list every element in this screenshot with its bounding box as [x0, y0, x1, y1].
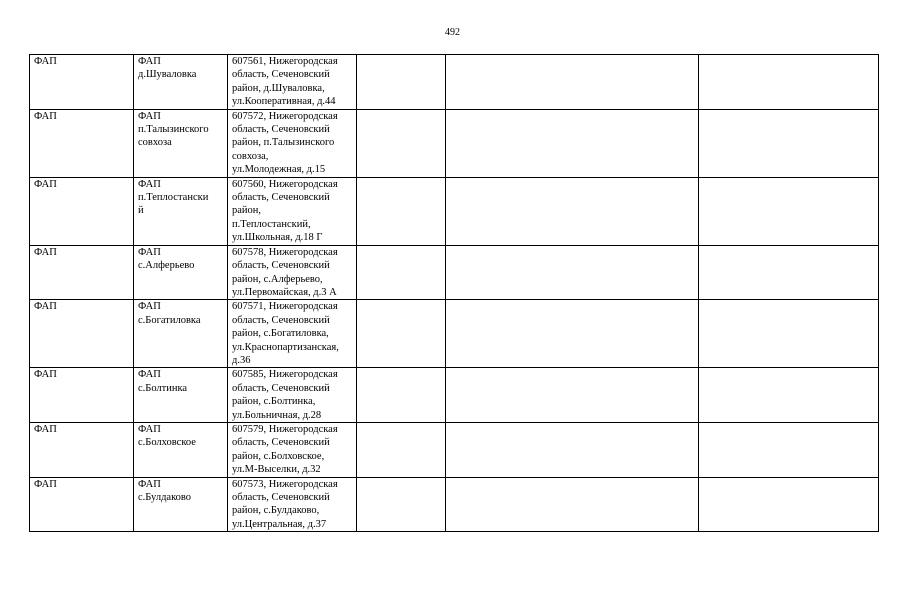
facility-name-cell: ФАП с.Болтинка: [134, 368, 228, 423]
facility-type-cell: ФАП: [30, 55, 134, 110]
page-number: 492: [445, 27, 460, 38]
table-row: [30, 368, 879, 423]
empty-cell-6: [699, 477, 879, 532]
empty-cell-6: [699, 245, 879, 300]
empty-cell-5: [446, 368, 699, 423]
facility-name-cell: ФАП п.Талызинского совхоза: [134, 109, 228, 177]
empty-cell-5: [446, 477, 699, 532]
table-row: [30, 177, 879, 245]
empty-cell-4: [357, 109, 446, 177]
table-row: [30, 109, 879, 177]
empty-cell-4: [357, 245, 446, 300]
empty-cell-6: [699, 109, 879, 177]
empty-cell-6: [699, 177, 879, 245]
facility-name-cell: ФАП с.Алферьево: [134, 245, 228, 300]
empty-cell-6: [699, 422, 879, 477]
facility-address-cell: 607579, Нижегородская область, Сеченовский район, с.Болховское, ул.М-Выселки, д.32: [228, 422, 357, 477]
facility-address-cell: 607585, Нижегородская область, Сеченовский район, с.Болтинка, ул.Больничная, д.28: [228, 368, 357, 423]
empty-cell-5: [446, 245, 699, 300]
table-row: [30, 245, 879, 300]
empty-cell-4: [357, 55, 446, 110]
empty-cell-4: [357, 300, 446, 368]
empty-cell-5: [446, 109, 699, 177]
empty-cell-6: [699, 300, 879, 368]
empty-cell-6: [699, 55, 879, 110]
empty-cell-5: [446, 422, 699, 477]
empty-cell-5: [446, 177, 699, 245]
table-row: [30, 55, 879, 110]
facility-type-cell: ФАП: [30, 368, 134, 423]
facility-table: [29, 54, 879, 532]
empty-cell-4: [357, 477, 446, 532]
facility-address-cell: 607561, Нижегородская область, Сеченовский район, д.Шуваловка, ул.Кооперативная, д.44: [228, 55, 357, 110]
facility-name-cell: ФАП с.Болховское: [134, 422, 228, 477]
empty-cell-4: [357, 368, 446, 423]
empty-cell-4: [357, 177, 446, 245]
facility-type-cell: ФАП: [30, 422, 134, 477]
table-row: [30, 477, 879, 532]
facility-type-cell: ФАП: [30, 177, 134, 245]
empty-cell-6: [699, 368, 879, 423]
facility-name-cell: ФАП д.Шуваловка: [134, 55, 228, 110]
facility-address-cell: 607573, Нижегородская область, Сеченовский район, с.Булдаково, ул.Центральная, д.37: [228, 477, 357, 532]
facility-type-cell: ФАП: [30, 477, 134, 532]
facility-type-cell: ФАП: [30, 109, 134, 177]
facility-address-cell: 607571, Нижегородская область, Сеченовский район, с.Богатиловка, ул.Краснопартизанская, д.36: [228, 300, 357, 368]
facility-name-cell: ФАП с.Богатиловка: [134, 300, 228, 368]
empty-cell-5: [446, 55, 699, 110]
table-row: [30, 300, 879, 368]
facility-address-cell: 607572, Нижегородская область, Сеченовский район, п.Талызинского совхоза, ул.Молодежная, д.15: [228, 109, 357, 177]
empty-cell-5: [446, 300, 699, 368]
table-row: [30, 422, 879, 477]
facility-name-cell: ФАП с.Булдаково: [134, 477, 228, 532]
facility-address-cell: 607578, Нижегородская область, Сеченовский район, с.Алферьево, ул.Первомайская, д.3 А: [228, 245, 357, 300]
facility-type-cell: ФАП: [30, 245, 134, 300]
empty-cell-4: [357, 422, 446, 477]
facility-address-cell: 607560, Нижегородская область, Сеченовский район, п.Теплостанский, ул.Школьная, д.18 Г: [228, 177, 357, 245]
facility-type-cell: ФАП: [30, 300, 134, 368]
facility-name-cell: ФАП п.Теплостански й: [134, 177, 228, 245]
